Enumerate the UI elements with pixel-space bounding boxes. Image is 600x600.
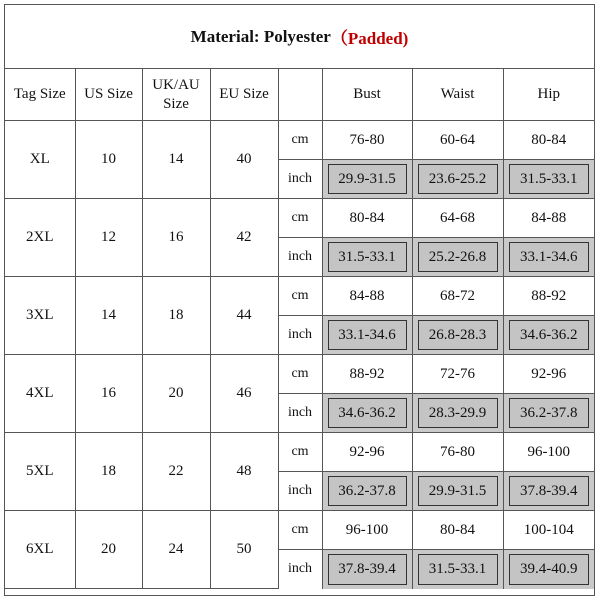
hip-inch-value: 34.6-36.2: [509, 320, 590, 350]
header-row: [5, 69, 594, 121]
ukau-size-cell: 24: [142, 511, 210, 589]
hip-cm-cell: 84-88: [503, 199, 594, 238]
hip-inch-cell: [503, 472, 594, 511]
tag-size-cell: 6XL: [5, 511, 75, 589]
waist-inch-value: 29.9-31.5: [418, 476, 498, 506]
us-size-cell: 20: [75, 511, 142, 589]
bust-cm-cell: 84-88: [322, 277, 412, 316]
unit-cm-cell: cm: [278, 355, 322, 394]
bust-inch-cell: [322, 238, 412, 277]
unit-inch-cell: inch: [278, 394, 322, 433]
us-size-cell: 14: [75, 277, 142, 355]
ukau-size-cell: 18: [142, 277, 210, 355]
bust-inch-value: 33.1-34.6: [328, 320, 407, 350]
ukau-size-cell: 14: [142, 121, 210, 199]
chart-title: [5, 5, 594, 69]
size-row-cm: [5, 511, 594, 550]
unit-inch-cell: inch: [278, 316, 322, 355]
waist-cm-cell: 68-72: [412, 277, 503, 316]
hip-cm-cell: 88-92: [503, 277, 594, 316]
us-size-cell: 10: [75, 121, 142, 199]
size-table: [5, 69, 594, 589]
waist-inch-value: 31.5-33.1: [418, 554, 498, 585]
unit-inch-cell: inch: [278, 550, 322, 589]
bust-inch-cell: [322, 472, 412, 511]
hip-inch-cell: [503, 550, 594, 589]
waist-inch-value: 26.8-28.3: [418, 320, 498, 350]
eu-size-cell: 42: [210, 199, 278, 277]
ukau-size-cell: 16: [142, 199, 210, 277]
eu-size-cell: 48: [210, 433, 278, 511]
us-size-cell: 18: [75, 433, 142, 511]
bust-inch-value: 31.5-33.1: [328, 242, 407, 272]
hip-inch-value: 33.1-34.6: [509, 242, 590, 272]
bust-inch-value: 37.8-39.4: [328, 554, 407, 585]
waist-inch-cell: [412, 472, 503, 511]
header-unit: [278, 69, 322, 121]
size-row-cm: [5, 277, 594, 316]
hip-cm-cell: 100-104: [503, 511, 594, 550]
header-hip: Hip: [503, 69, 594, 121]
waist-inch-value: 28.3-29.9: [418, 398, 498, 428]
tag-size-cell: XL: [5, 121, 75, 199]
unit-cm-cell: cm: [278, 121, 322, 160]
hip-cm-cell: 92-96: [503, 355, 594, 394]
waist-cm-cell: 76-80: [412, 433, 503, 472]
tag-size-cell: 4XL: [5, 355, 75, 433]
unit-cm-cell: cm: [278, 511, 322, 550]
waist-inch-cell: [412, 238, 503, 277]
bust-inch-cell: [322, 160, 412, 199]
unit-cm-cell: cm: [278, 199, 322, 238]
unit-inch-cell: inch: [278, 160, 322, 199]
waist-inch-value: 23.6-25.2: [418, 164, 498, 194]
unit-inch-cell: inch: [278, 472, 322, 511]
header-eu-size: EU Size: [210, 69, 278, 121]
bust-inch-cell: [322, 394, 412, 433]
ukau-size-cell: 22: [142, 433, 210, 511]
hip-inch-cell: [503, 394, 594, 433]
bust-cm-cell: 76-80: [322, 121, 412, 160]
hip-inch-value: 39.4-40.9: [509, 554, 590, 585]
us-size-cell: 12: [75, 199, 142, 277]
waist-cm-cell: 72-76: [412, 355, 503, 394]
header-tag-size: Tag Size: [5, 69, 75, 121]
hip-inch-value: 36.2-37.8: [509, 398, 590, 428]
waist-inch-cell: [412, 316, 503, 355]
waist-inch-cell: [412, 394, 503, 433]
header-ukau-line1: UK/AU: [152, 76, 200, 93]
tag-size-cell: 3XL: [5, 277, 75, 355]
eu-size-cell: 44: [210, 277, 278, 355]
size-row-cm: [5, 199, 594, 238]
bust-inch-cell: [322, 316, 412, 355]
header-ukau-size: [142, 69, 210, 121]
padded-note: （Padded): [330, 29, 409, 48]
hip-inch-cell: [503, 160, 594, 199]
bust-cm-cell: 96-100: [322, 511, 412, 550]
header-ukau-line2: Size: [163, 95, 189, 112]
hip-inch-value: 37.8-39.4: [509, 476, 590, 506]
unit-cm-cell: cm: [278, 277, 322, 316]
waist-inch-cell: [412, 550, 503, 589]
unit-inch-cell: inch: [278, 238, 322, 277]
bust-inch-value: 34.6-36.2: [328, 398, 407, 428]
bust-cm-cell: 92-96: [322, 433, 412, 472]
us-size-cell: 16: [75, 355, 142, 433]
header-waist: Waist: [412, 69, 503, 121]
hip-cm-cell: 80-84: [503, 121, 594, 160]
bust-inch-value: 36.2-37.8: [328, 476, 407, 506]
waist-cm-cell: 64-68: [412, 199, 503, 238]
size-row-cm: [5, 433, 594, 472]
header-bust: Bust: [322, 69, 412, 121]
tag-size-cell: 2XL: [5, 199, 75, 277]
size-row-cm: [5, 355, 594, 394]
bust-inch-value: 29.9-31.5: [328, 164, 407, 194]
material-label: Material: Polyester: [190, 26, 331, 46]
hip-inch-cell: [503, 316, 594, 355]
bust-inch-cell: [322, 550, 412, 589]
header-us-size: US Size: [75, 69, 142, 121]
bust-cm-cell: 80-84: [322, 199, 412, 238]
hip-inch-cell: [503, 238, 594, 277]
ukau-size-cell: 20: [142, 355, 210, 433]
waist-cm-cell: 80-84: [412, 511, 503, 550]
waist-cm-cell: 60-64: [412, 121, 503, 160]
size-chart: [4, 4, 595, 596]
unit-cm-cell: cm: [278, 433, 322, 472]
eu-size-cell: 40: [210, 121, 278, 199]
eu-size-cell: 50: [210, 511, 278, 589]
hip-inch-value: 31.5-33.1: [509, 164, 590, 194]
waist-inch-cell: [412, 160, 503, 199]
size-row-cm: [5, 121, 594, 160]
eu-size-cell: 46: [210, 355, 278, 433]
hip-cm-cell: 96-100: [503, 433, 594, 472]
bust-cm-cell: 88-92: [322, 355, 412, 394]
tag-size-cell: 5XL: [5, 433, 75, 511]
waist-inch-value: 25.2-26.8: [418, 242, 498, 272]
